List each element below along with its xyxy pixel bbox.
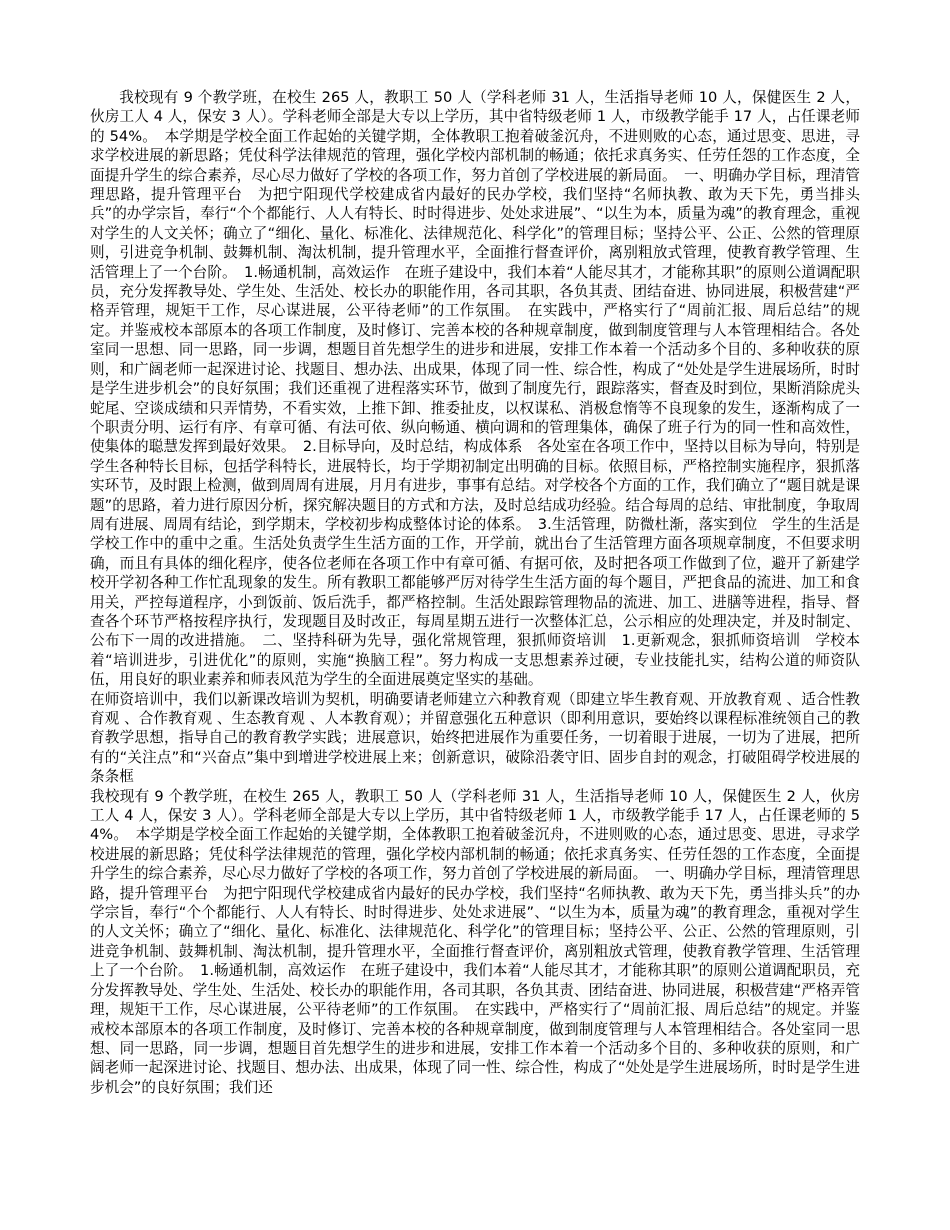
body-paragraph-2: 在师资培训中，我们以新课改培训为契机，明确要请老师建立六种教育观（即建立毕生教育观、开放教育观 、适合性教育观 、合作教育观 、生态教育观 、人本教育观）；并留意强化五种意识（即利用意识，要始终以课程标准统领自己的教育教学思想，指导自己的教育教学实践；进展意识，始终把进展作为重要任务，一切着眼于进展，一切为了进展，把所有的“关注点”和“兴奋点”集中到增进学校进展上来；创新意识，破除沿袭守旧、固步自封的观念，打破阻碍学校进展的条条框	[90, 690, 860, 786]
body-paragraph-3: 我校现有 9 个教学班，在校生 265 人，教职工 50 人（学科老师 31 人，生活指导老师 10 人，保健医生 2 人，伙房工人 4 人，保安 3 人）。学科老师全部是大专以上学历，其中省特级老师 1 人，市级教学能手 17 人，占任课老师的 54%。 本学期是学校全面工作起始的关键学期，全体教职工抱着破釜沉舟，不进则败的心态，通过思变、思进，寻求学校进展的新思路；凭仗科学法律规范的管理，强化学校内部机制的畅通；依托求真务实、任劳任怨的工作态度，全面提升学生的综合素养，尽心尽力做好了学校的各项工作，努力首创了学校进展的新局面。 一、明确办学目标，理清管理思路，提升管理平台 为把宁阳现代学校建成省内最好的民办学校，我们坚持“名师执教、敢为天下先，勇当排头兵”的办学宗旨，奉行“个个都能行、人人有特长、时时得进步、处处求进展”、“以生为本，质量为魂”的教育理念，重视对学生的人文关怀；确立了“细化、量化、标准化、法律规范化、科学化”的管理目标；坚持公平、公正、公然的管理原则，引进竞争机制、鼓舞机制、淘汰机制，提升管理水平，全面推行督查评价，离别粗放式管理，使教育教学管理、生活管理上了一个台阶。 1.畅通机制，高效运作 在班子建设中，我们本着“人能尽其才，才能称其职”的原则公道调配职员，充分发挥教导处、学生处、生活处、校长办的职能作用，各司其职，各负其责、团结奋进、协同进展，积极营建“严格弄管理，规矩干工作，尽心谋进展，公平待老师”的工作氛围。 在实践中，严格实行了“周前汇报、周后总结”的规定。并鉴戒校本部原本的各项工作制度，及时修订、完善本校的各种规章制度，做到制度管理与人本管理相结合。各处室同一思想、同一思路，同一步调，想题目首先想学生的进步和进展，安排工作本着一个活动多个目的、多种收获的原则，和广阔老师一起深进讨论、找题目、想办法、出成果，体现了同一性、综合性，构成了“处处是学生进展场所，时时是学生进步机会”的良好氛围；我们还	[90, 787, 860, 1096]
body-paragraph-1: 我校现有 9 个教学班，在校生 265 人，教职工 50 人（学科老师 31 人，生活指导老师 10 人，保健医生 2 人，伙房工人 4 人，保安 3 人）。学科老师全部是大专以上学历，其中省特级老师 1 人，市级教学能手 17 人，占任课老师的 54%。 本学期是学校全面工作起始的关键学期，全体教职工抱着破釜沉舟，不进则败的心态，通过思变、思进，寻求学校进展的新思路；凭仗科学法律规范的管理，强化学校内部机制的畅通；依托求真务实、任劳任怨的工作态度，全面提升学生的综合素养，尽心尽力做好了学校的各项工作，努力首创了学校进展的新局面。 一、明确办学目标，理清管理思路，提升管理平台 为把宁阳现代学校建成省内最好的民办学校，我们坚持“名师执教、敢为天下先，勇当排头兵”的办学宗旨，奉行“个个都能行、人人有特长、时时得进步、处处求进展”、“以生为本，质量为魂”的教育理念，重视对学生的人文关怀；确立了“细化、量化、标准化、法律规范化、科学化”的管理目标；坚持公平、公正、公然的管理原则，引进竞争机制、鼓舞机制、淘汰机制，提升管理水平，全面推行督查评价，离别粗放式管理，使教育教学管理、生活管理上了一个台阶。 1.畅通机制，高效运作 在班子建设中，我们本着“人能尽其才，才能称其职”的原则公道调配职员，充分发挥教导处、学生处、生活处、校长办的职能作用，各司其职，各负其责、团结奋进、协同进展，积极营建“严格弄管理，规矩干工作，尽心谋进展，公平待老师”的工作氛围。 在实践中，严格实行了“周前汇报、周后总结”的规定。并鉴戒校本部原本的各项工作制度，及时修订、完善本校的各种规章制度，做到制度管理与人本管理相结合。各处室同一思想、同一思路，同一步调，想题目首先想学生的进步和进展，安排工作本着一个活动多个目的、多种收获的原则，和广阔老师一起深进讨论、找题目、想办法、出成果，体现了同一性、综合性，构成了“处处是学生进展场所，时时是学生进步机会”的良好氛围；我们还重视了进程落实环节，做到了制度先行，跟踪落实，督查及时到位，果断消除虎头蛇尾、空谈成绩和只弄情势，不看实效，上推下卸、推委扯皮，以权谋私、消极怠惰等不良现象的发生，逐渐构成了一个职责分明、运行有序、有章可循、有法可依、纵向畅通、横向调和的管理集体，确保了班子行为的同一性和高效性，使集体的聪慧发挥到最好效果。 2.目标导向，及时总结，构成体系 各处室在各项工作中，坚持以目标为导向，特别是学生各种特长目标，包括学科特长，进展特长，均于学期初制定出明确的目标。依照目标，严格控制实施程序，狠抓落实环节，及时跟上检测，做到周周有进展，月月有进步，事事有总结。对学校各个方面的工作，我们确立了“题目就是课题”的思路，着力进行原因分析，探究解决题目的方式和方法，及时总结成功经验。结合每周的总结、审批制度，争取周周有进展、周周有结论，到学期末，学校初步构成整体讨论的体系。 3.生活管理，防微杜渐，落实到位 学生的生活是学校工作中的重中之重。生活处负责学生生活方面的工作，开学前，就出台了生活管理方面各项规章制度，不但要求明确，而且有具体的细化程序，使各位老师在各项工作中有章可循、有据可依，及时把各项工作做到了位，避开了新建学校开学初各种工作忙乱现象的发生。所有教职工都能够严厉对待学生生活方面的每个题目，严把食品的流进、加工和食用关，严控每道程序，小到饭前、饭后洗手，都严格控制。生活处跟踪管理物品的流进、加工、进膳等进程，指导、督查各个环节严格按程序执行，发现题目及时改正，每周星期五进行一次整体汇总，公示相应的处理决定，并及时制定、公布下一周的改进措施。 二、坚持科研为先导，强化常规管理，狠抓师资培训 1.更新观念，狠抓师资培训 学校本着“培训进步，引进优化”的原则，实施“换脑工程”。努力构成一支思想素养过硬，专业技能扎实，结构公道的师资队伍，用良好的职业素养和师表风范为学生的全面进展奠定坚实的基础。	[90, 89, 860, 689]
